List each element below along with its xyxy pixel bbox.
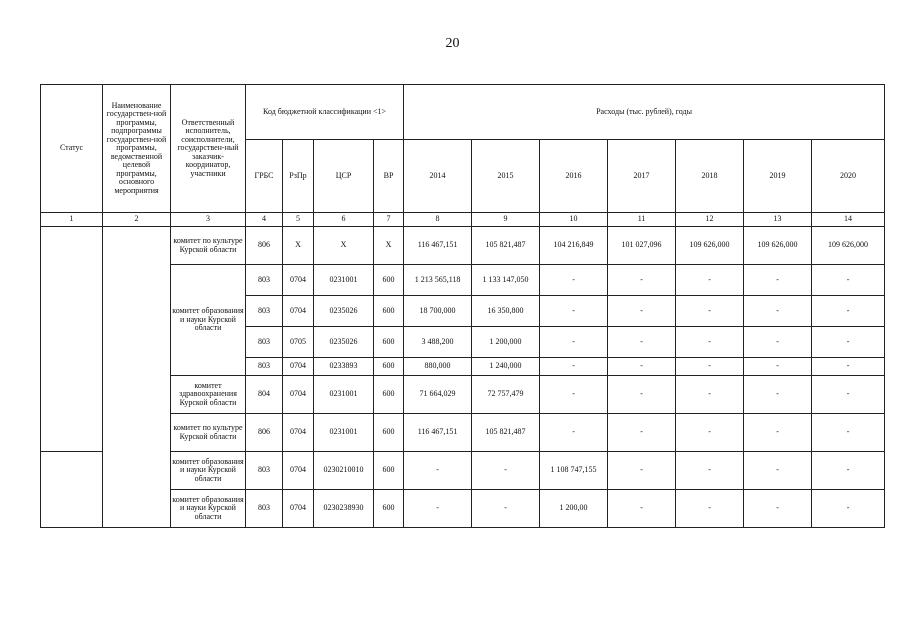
expense-value-2015: -: [472, 452, 540, 490]
expense-value-2014: -: [404, 452, 472, 490]
expense-value-2019: -: [744, 490, 812, 528]
expense-value-2019: -: [744, 265, 812, 296]
column-number: 14: [812, 213, 885, 227]
expense-value-2014: 71 664,029: [404, 376, 472, 414]
expense-value-2020: -: [812, 376, 885, 414]
expense-value-2019: 109 626,000: [744, 227, 812, 265]
rzpr-cell: 0704: [283, 376, 314, 414]
vr-cell: 600: [374, 327, 404, 358]
vr-cell: 600: [374, 490, 404, 528]
expense-value-2017: -: [608, 358, 676, 376]
expense-value-2014: 1 213 565,118: [404, 265, 472, 296]
column-number: 7: [374, 213, 404, 227]
expense-value-2016: 1 108 747,155: [540, 452, 608, 490]
header-program-name: Наименование государствен-ной программы, подпрограммы государствен-ной программы, ведомственной целевой программы, основного мероприятия: [103, 85, 171, 213]
column-number: 9: [472, 213, 540, 227]
expense-value-2014: 18 700,000: [404, 296, 472, 327]
expense-value-2016: 1 200,00: [540, 490, 608, 528]
grbs-cell: 803: [246, 296, 283, 327]
expense-value-2020: -: [812, 452, 885, 490]
expense-value-2015: 1 240,000: [472, 358, 540, 376]
rzpr-cell: 0704: [283, 452, 314, 490]
table-row: [41, 227, 885, 265]
vr-cell: 600: [374, 452, 404, 490]
grbs-cell: 806: [246, 227, 283, 265]
expense-value-2020: -: [812, 327, 885, 358]
header-rzpr: РзПр: [283, 140, 314, 213]
expense-value-2017: 101 027,096: [608, 227, 676, 265]
header-csr: ЦСР: [314, 140, 374, 213]
header-responsible: Ответственный исполнитель, соисполнители, государствен-ный заказчик-координатор, участники: [171, 85, 246, 213]
grbs-cell: 803: [246, 327, 283, 358]
budget-table: [40, 84, 885, 528]
column-number: 2: [103, 213, 171, 227]
column-number: 5: [283, 213, 314, 227]
participant-cell: комитет образования и науки Курской области: [171, 490, 246, 528]
header-status: Статус: [41, 85, 103, 213]
vr-cell: 600: [374, 358, 404, 376]
expense-value-2018: -: [676, 452, 744, 490]
header-year-2014: 2014: [404, 140, 472, 213]
participant-cell: комитет образования и науки Курской области: [171, 452, 246, 490]
header-year-2020: 2020: [812, 140, 885, 213]
header-expenses: Расходы (тыс. рублей), годы: [404, 85, 885, 140]
column-number: 13: [744, 213, 812, 227]
expense-value-2020: -: [812, 358, 885, 376]
participant-cell: комитет образования и науки Курской области: [171, 265, 246, 376]
expense-value-2016: -: [540, 327, 608, 358]
grbs-cell: 803: [246, 452, 283, 490]
grbs-cell: 804: [246, 376, 283, 414]
vr-cell: 600: [374, 376, 404, 414]
csr-cell: 0235026: [314, 296, 374, 327]
expense-value-2016: -: [540, 296, 608, 327]
expense-value-2017: -: [608, 490, 676, 528]
rzpr-cell: 0704: [283, 490, 314, 528]
column-number: 8: [404, 213, 472, 227]
grbs-cell: 803: [246, 265, 283, 296]
rzpr-cell: 0704: [283, 358, 314, 376]
expense-value-2018: -: [676, 376, 744, 414]
column-number: 11: [608, 213, 676, 227]
vr-cell: Х: [374, 227, 404, 265]
expense-value-2015: 105 821,487: [472, 227, 540, 265]
column-number: 6: [314, 213, 374, 227]
expense-value-2015: 72 757,479: [472, 376, 540, 414]
expense-value-2018: -: [676, 414, 744, 452]
expense-value-2016: -: [540, 265, 608, 296]
column-number: 3: [171, 213, 246, 227]
expense-value-2016: -: [540, 376, 608, 414]
csr-cell: 0233893: [314, 358, 374, 376]
header-vr: ВР: [374, 140, 404, 213]
expense-value-2017: -: [608, 376, 676, 414]
rzpr-cell: 0704: [283, 265, 314, 296]
expense-value-2014: 880,000: [404, 358, 472, 376]
expense-value-2018: -: [676, 296, 744, 327]
expense-value-2019: -: [744, 452, 812, 490]
expense-value-2016: -: [540, 358, 608, 376]
page-number: 20: [445, 36, 460, 51]
expense-value-2018: -: [676, 265, 744, 296]
vr-cell: 600: [374, 414, 404, 452]
rzpr-cell: 0704: [283, 296, 314, 327]
expense-value-2019: -: [744, 296, 812, 327]
header-year-2017: 2017: [608, 140, 676, 213]
expense-value-2017: -: [608, 327, 676, 358]
column-number: 12: [676, 213, 744, 227]
vr-cell: 600: [374, 265, 404, 296]
vr-cell: 600: [374, 296, 404, 327]
column-number-row: [41, 213, 885, 227]
expense-value-2015: 105 821,487: [472, 414, 540, 452]
expense-value-2020: -: [812, 296, 885, 327]
status-cell: [41, 227, 103, 452]
program-name-cell: [103, 227, 171, 528]
header-year-2018: 2018: [676, 140, 744, 213]
rzpr-cell: Х: [283, 227, 314, 265]
expense-value-2018: 109 626,000: [676, 227, 744, 265]
csr-cell: 0231001: [314, 265, 374, 296]
column-number: 10: [540, 213, 608, 227]
expense-value-2019: -: [744, 414, 812, 452]
expense-value-2017: -: [608, 452, 676, 490]
expense-value-2014: 116 467,151: [404, 414, 472, 452]
expense-value-2018: -: [676, 490, 744, 528]
expense-value-2015: 16 350,800: [472, 296, 540, 327]
expense-value-2018: -: [676, 327, 744, 358]
csr-cell: 0230210010: [314, 452, 374, 490]
grbs-cell: 803: [246, 490, 283, 528]
expense-value-2014: 116 467,151: [404, 227, 472, 265]
csr-cell: 0230238930: [314, 490, 374, 528]
expense-value-2020: -: [812, 265, 885, 296]
rzpr-cell: 0705: [283, 327, 314, 358]
rzpr-cell: 0704: [283, 414, 314, 452]
grbs-cell: 806: [246, 414, 283, 452]
expense-value-2019: -: [744, 327, 812, 358]
expense-value-2020: -: [812, 490, 885, 528]
expense-value-2015: 1 200,000: [472, 327, 540, 358]
expense-value-2015: -: [472, 490, 540, 528]
expense-value-2015: 1 133 147,050: [472, 265, 540, 296]
expense-value-2016: 104 216,849: [540, 227, 608, 265]
header-year-2015: 2015: [472, 140, 540, 213]
participant-cell: комитет здравоохранения Курской области: [171, 376, 246, 414]
expense-value-2014: 3 488,200: [404, 327, 472, 358]
expense-value-2020: -: [812, 414, 885, 452]
header-year-2019: 2019: [744, 140, 812, 213]
csr-cell: 0231001: [314, 376, 374, 414]
header-budget-code: Код бюджетной классификации <1>: [246, 85, 404, 140]
header-grbs: ГРБС: [246, 140, 283, 213]
expense-value-2016: -: [540, 414, 608, 452]
expense-value-2017: -: [608, 296, 676, 327]
column-number: 1: [41, 213, 103, 227]
participant-cell: комитет по культуре Курской области: [171, 414, 246, 452]
expense-value-2014: -: [404, 490, 472, 528]
expense-value-2018: -: [676, 358, 744, 376]
header-year-2016: 2016: [540, 140, 608, 213]
status-cell: [41, 452, 103, 528]
column-number: 4: [246, 213, 283, 227]
participant-cell: комитет по культуре Курской области: [171, 227, 246, 265]
csr-cell: 0235026: [314, 327, 374, 358]
expense-value-2017: -: [608, 414, 676, 452]
expense-value-2019: -: [744, 376, 812, 414]
grbs-cell: 803: [246, 358, 283, 376]
csr-cell: 0231001: [314, 414, 374, 452]
expense-value-2019: -: [744, 358, 812, 376]
expense-value-2020: 109 626,000: [812, 227, 885, 265]
expense-value-2017: -: [608, 265, 676, 296]
csr-cell: Х: [314, 227, 374, 265]
